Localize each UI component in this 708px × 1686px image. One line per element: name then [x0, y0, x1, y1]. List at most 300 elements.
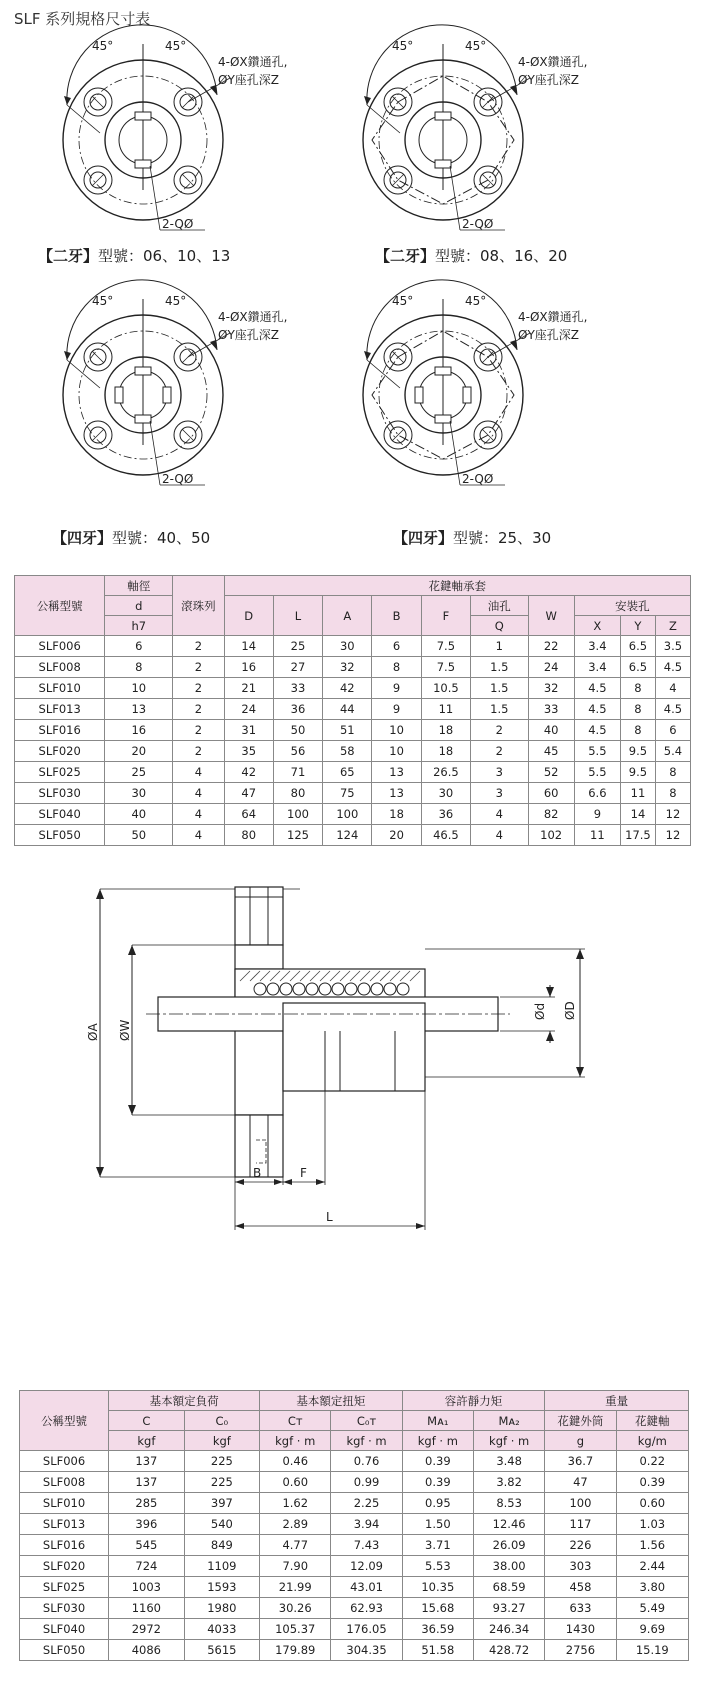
dim-B: B	[253, 1166, 262, 1180]
page-title: SLF 系列規格尺寸表	[14, 10, 151, 28]
cross-section-drawing	[80, 885, 640, 1249]
value-cell: 540	[184, 1514, 259, 1535]
value-cell: 38.00	[473, 1556, 544, 1577]
value-cell: 65	[323, 762, 372, 783]
value-cell: 31	[224, 720, 273, 741]
angle-label: 45°	[165, 294, 187, 308]
value-cell: 124	[323, 825, 372, 846]
value-cell: 117	[545, 1514, 616, 1535]
value-cell: 0.39	[616, 1472, 688, 1493]
value-cell: 1980	[184, 1598, 259, 1619]
value-cell: 1003	[109, 1577, 184, 1598]
value-cell: 3	[471, 783, 529, 804]
value-cell: 60	[528, 783, 574, 804]
caption-text: 型號：25、30	[453, 529, 552, 547]
value-cell: 15.19	[616, 1640, 688, 1661]
value-cell: 26.09	[473, 1535, 544, 1556]
value-cell: 8	[105, 657, 173, 678]
table-row	[20, 1514, 689, 1535]
model-cell: SLF050	[15, 825, 105, 846]
value-cell: 51	[323, 720, 372, 741]
caption-4	[393, 527, 551, 548]
value-cell: 5.5	[574, 741, 620, 762]
value-cell: 68.59	[473, 1577, 544, 1598]
header-Q: Q	[471, 616, 529, 636]
table-body	[15, 636, 691, 846]
value-cell: 2972	[109, 1619, 184, 1640]
key-note: 2-QØ	[462, 472, 494, 486]
value-cell: 10	[105, 678, 173, 699]
value-cell: 8	[620, 699, 655, 720]
value-cell: 3.4	[574, 636, 620, 657]
value-cell: 8	[655, 762, 690, 783]
value-cell: 1.03	[616, 1514, 688, 1535]
value-cell: 246.34	[473, 1619, 544, 1640]
value-cell: 27	[273, 657, 322, 678]
value-cell: 176.05	[331, 1619, 402, 1640]
model-cell: SLF010	[20, 1493, 109, 1514]
dim-W: ØW	[118, 1019, 132, 1041]
value-cell: 226	[545, 1535, 616, 1556]
value-cell: 30	[105, 783, 173, 804]
value-cell: 7.90	[260, 1556, 331, 1577]
value-cell: 428.72	[473, 1640, 544, 1661]
value-cell: 8	[620, 678, 655, 699]
header-D: D	[224, 596, 273, 636]
header-sleeve: 花鍵軸承套	[224, 576, 690, 596]
header-L: L	[273, 596, 322, 636]
value-cell: 3.82	[473, 1472, 544, 1493]
caption-1	[38, 245, 230, 266]
value-cell: 2	[471, 741, 529, 762]
value-cell: 4.5	[655, 699, 690, 720]
value-cell: 1.5	[471, 678, 529, 699]
value-cell: 30	[421, 783, 470, 804]
value-cell: 225	[184, 1451, 259, 1472]
value-cell: 1.5	[471, 699, 529, 720]
value-cell: 18	[421, 720, 470, 741]
header-torque: 基本額定扭矩	[260, 1391, 403, 1411]
value-cell: 4	[471, 804, 529, 825]
caption-text: 型號：08、16、20	[435, 247, 568, 265]
header-d: d	[105, 596, 173, 616]
value-cell: 14	[620, 804, 655, 825]
header-Y: Y	[620, 616, 655, 636]
header-shaft: 軸徑	[105, 576, 173, 596]
value-cell: 47	[224, 783, 273, 804]
value-cell: 50	[273, 720, 322, 741]
value-cell: 8	[655, 783, 690, 804]
table-row	[15, 825, 691, 846]
cross-section-svg	[80, 885, 640, 1245]
model-cell: SLF030	[20, 1598, 109, 1619]
value-cell: 100	[273, 804, 322, 825]
value-cell: 62.93	[331, 1598, 402, 1619]
value-cell: 105.37	[260, 1619, 331, 1640]
table-row	[20, 1472, 689, 1493]
value-cell: 2	[173, 636, 224, 657]
flange-svg	[40, 285, 330, 495]
value-cell: 21.99	[260, 1577, 331, 1598]
value-cell: 43.01	[331, 1577, 402, 1598]
value-cell: 3.4	[574, 657, 620, 678]
value-cell: 0.60	[616, 1493, 688, 1514]
value-cell: 24	[528, 657, 574, 678]
value-cell: 36	[421, 804, 470, 825]
value-cell: 102	[528, 825, 574, 846]
value-cell: 8.53	[473, 1493, 544, 1514]
header-load: 基本額定負荷	[109, 1391, 260, 1411]
table-row	[20, 1619, 689, 1640]
model-cell: SLF006	[15, 636, 105, 657]
angle-label: 45°	[392, 39, 414, 53]
key-note: 2-QØ	[162, 217, 194, 231]
value-cell: 47	[545, 1472, 616, 1493]
value-cell: 50	[105, 825, 173, 846]
table-row	[15, 741, 691, 762]
model-cell: SLF010	[15, 678, 105, 699]
value-cell: 56	[273, 741, 322, 762]
value-cell: 1593	[184, 1577, 259, 1598]
value-cell: 545	[109, 1535, 184, 1556]
table-row	[15, 783, 691, 804]
value-cell: 93.27	[473, 1598, 544, 1619]
value-cell: 4.5	[655, 657, 690, 678]
value-cell: 2.44	[616, 1556, 688, 1577]
value-cell: 4	[471, 825, 529, 846]
value-cell: 24	[224, 699, 273, 720]
value-cell: 12.09	[331, 1556, 402, 1577]
value-cell: 15.68	[402, 1598, 473, 1619]
value-cell: 9.69	[616, 1619, 688, 1640]
value-cell: 4.5	[574, 678, 620, 699]
table-row	[15, 678, 691, 699]
value-cell: 633	[545, 1598, 616, 1619]
value-cell: 75	[323, 783, 372, 804]
table-row	[20, 1451, 689, 1472]
caption-3	[52, 527, 210, 548]
header-Z: Z	[655, 616, 690, 636]
value-cell: 14	[224, 636, 273, 657]
table-row	[20, 1556, 689, 1577]
flange-drawing-2	[340, 30, 630, 240]
value-cell: 3.71	[402, 1535, 473, 1556]
model-cell: SLF040	[15, 804, 105, 825]
value-cell: 0.95	[402, 1493, 473, 1514]
dim-F: F	[300, 1166, 307, 1180]
model-cell: SLF030	[15, 783, 105, 804]
value-cell: 0.22	[616, 1451, 688, 1472]
value-cell: 4.77	[260, 1535, 331, 1556]
value-cell: 4	[173, 762, 224, 783]
value-cell: 12	[655, 825, 690, 846]
angle-label: 45°	[92, 39, 114, 53]
header-C: C	[109, 1411, 184, 1431]
value-cell: 5.4	[655, 741, 690, 762]
value-cell: 304.35	[331, 1640, 402, 1661]
value-cell: 36	[273, 699, 322, 720]
unit-kgfm: kgf · m	[260, 1431, 331, 1451]
header-moment: 容許靜力矩	[402, 1391, 545, 1411]
model-cell: SLF025	[15, 762, 105, 783]
value-cell: 7.5	[421, 657, 470, 678]
value-cell: 6	[372, 636, 421, 657]
value-cell: 2	[173, 678, 224, 699]
value-cell: 16	[224, 657, 273, 678]
unit-kgfm: kgf · m	[473, 1431, 544, 1451]
header-C0: C₀	[184, 1411, 259, 1431]
value-cell: 42	[323, 678, 372, 699]
dim-d: Ød	[533, 1002, 547, 1020]
header-MA2: Mᴀ₂	[473, 1411, 544, 1431]
value-cell: 1109	[184, 1556, 259, 1577]
value-cell: 9.5	[620, 741, 655, 762]
value-cell: 2756	[545, 1640, 616, 1661]
value-cell: 9	[372, 699, 421, 720]
value-cell: 18	[421, 741, 470, 762]
flange-drawing-1	[40, 30, 330, 240]
value-cell: 35	[224, 741, 273, 762]
value-cell: 396	[109, 1514, 184, 1535]
value-cell: 4.5	[574, 720, 620, 741]
value-cell: 125	[273, 825, 322, 846]
value-cell: 0.60	[260, 1472, 331, 1493]
value-cell: 3.94	[331, 1514, 402, 1535]
table-row	[15, 699, 691, 720]
value-cell: 18	[372, 804, 421, 825]
value-cell: 5.5	[574, 762, 620, 783]
value-cell: 4033	[184, 1619, 259, 1640]
hole-note: ØY座孔深Z	[218, 328, 279, 342]
value-cell: 20	[105, 741, 173, 762]
header-W: W	[528, 596, 574, 636]
value-cell: 32	[323, 657, 372, 678]
value-cell: 64	[224, 804, 273, 825]
angle-label: 45°	[465, 39, 487, 53]
value-cell: 4	[173, 804, 224, 825]
value-cell: 0.39	[402, 1451, 473, 1472]
model-cell: SLF040	[20, 1619, 109, 1640]
caption-prefix: 【四牙】	[393, 529, 454, 547]
value-cell: 82	[528, 804, 574, 825]
value-cell: 1.56	[616, 1535, 688, 1556]
value-cell: 17.5	[620, 825, 655, 846]
header-mount: 安裝孔	[574, 596, 690, 616]
value-cell: 21	[224, 678, 273, 699]
value-cell: 40	[528, 720, 574, 741]
flange-svg	[340, 30, 630, 240]
header-model: 公稱型號	[15, 576, 105, 636]
value-cell: 4	[655, 678, 690, 699]
value-cell: 10	[372, 720, 421, 741]
value-cell: 0.76	[331, 1451, 402, 1472]
hole-note: 4-ØX鑽通孔,	[218, 310, 288, 324]
caption-prefix: 【二牙】	[38, 247, 99, 265]
angle-label: 45°	[465, 294, 487, 308]
value-cell: 13	[105, 699, 173, 720]
value-cell: 4.5	[574, 699, 620, 720]
value-cell: 12	[655, 804, 690, 825]
spec-table-dimensions	[14, 575, 691, 846]
unit-kgf: kgf	[109, 1431, 184, 1451]
value-cell: 80	[224, 825, 273, 846]
header-MA1: Mᴀ₁	[402, 1411, 473, 1431]
value-cell: 6	[105, 636, 173, 657]
angle-label: 45°	[92, 294, 114, 308]
value-cell: 3	[471, 762, 529, 783]
unit-kgf: kgf	[184, 1431, 259, 1451]
value-cell: 10.35	[402, 1577, 473, 1598]
value-cell: 30.26	[260, 1598, 331, 1619]
value-cell: 285	[109, 1493, 184, 1514]
dim-D: ØD	[563, 1001, 577, 1020]
header-F: F	[421, 596, 470, 636]
unit-g: g	[545, 1431, 616, 1451]
value-cell: 2	[471, 720, 529, 741]
spec-table-load	[19, 1390, 689, 1661]
flange-svg	[40, 30, 330, 240]
value-cell: 0.99	[331, 1472, 402, 1493]
header-X: X	[574, 616, 620, 636]
value-cell: 9	[574, 804, 620, 825]
caption-2	[375, 245, 567, 266]
value-cell: 3.5	[655, 636, 690, 657]
value-cell: 16	[105, 720, 173, 741]
value-cell: 45	[528, 741, 574, 762]
value-cell: 13	[372, 783, 421, 804]
value-cell: 46.5	[421, 825, 470, 846]
model-cell: SLF006	[20, 1451, 109, 1472]
table-row	[15, 636, 691, 657]
caption-prefix: 【二牙】	[375, 247, 436, 265]
value-cell: 179.89	[260, 1640, 331, 1661]
hole-note: 4-ØX鑽通孔,	[218, 55, 288, 69]
value-cell: 5.53	[402, 1556, 473, 1577]
table-row	[20, 1493, 689, 1514]
key-note: 2-QØ	[462, 217, 494, 231]
value-cell: 32	[528, 678, 574, 699]
value-cell: 58	[323, 741, 372, 762]
value-cell: 2	[173, 720, 224, 741]
dim-A: ØA	[86, 1023, 100, 1041]
model-cell: SLF020	[20, 1556, 109, 1577]
flange-drawing-4	[340, 285, 630, 495]
value-cell: 8	[372, 657, 421, 678]
table-row	[15, 720, 691, 741]
value-cell: 26.5	[421, 762, 470, 783]
angle-label: 45°	[165, 39, 187, 53]
hole-note: ØY座孔深Z	[518, 73, 579, 87]
header-weight: 重量	[545, 1391, 689, 1411]
value-cell: 36.59	[402, 1619, 473, 1640]
hole-note: ØY座孔深Z	[218, 73, 279, 87]
value-cell: 40	[105, 804, 173, 825]
value-cell: 11	[574, 825, 620, 846]
value-cell: 1.50	[402, 1514, 473, 1535]
header-weight-sleeve: 花鍵外筒	[545, 1411, 616, 1431]
value-cell: 44	[323, 699, 372, 720]
table-row	[20, 1640, 689, 1661]
value-cell: 11	[421, 699, 470, 720]
table-row	[15, 804, 691, 825]
unit-kgm: kg/m	[616, 1431, 688, 1451]
unit-kgfm: kgf · m	[402, 1431, 473, 1451]
value-cell: 9.5	[620, 762, 655, 783]
value-cell: 724	[109, 1556, 184, 1577]
value-cell: 2.25	[331, 1493, 402, 1514]
caption-text: 型號：40、50	[112, 529, 211, 547]
dim-L: L	[326, 1210, 333, 1224]
value-cell: 1.62	[260, 1493, 331, 1514]
value-cell: 849	[184, 1535, 259, 1556]
table-body	[20, 1451, 689, 1661]
value-cell: 7.43	[331, 1535, 402, 1556]
value-cell: 25	[105, 762, 173, 783]
header-h7: h7	[105, 616, 173, 636]
value-cell: 303	[545, 1556, 616, 1577]
value-cell: 71	[273, 762, 322, 783]
value-cell: 4	[173, 825, 224, 846]
table-row	[15, 657, 691, 678]
value-cell: 30	[323, 636, 372, 657]
table-row	[20, 1577, 689, 1598]
value-cell: 1430	[545, 1619, 616, 1640]
value-cell: 22	[528, 636, 574, 657]
value-cell: 33	[273, 678, 322, 699]
value-cell: 137	[109, 1451, 184, 1472]
value-cell: 0.39	[402, 1472, 473, 1493]
value-cell: 9	[372, 678, 421, 699]
hole-note: ØY座孔深Z	[518, 328, 579, 342]
header-CT: Cᴛ	[260, 1411, 331, 1431]
caption-text: 型號：06、10、13	[98, 247, 231, 265]
model-cell: SLF013	[15, 699, 105, 720]
key-note: 2-QØ	[162, 472, 194, 486]
value-cell: 12.46	[473, 1514, 544, 1535]
hole-note: 4-ØX鑽通孔,	[518, 310, 588, 324]
value-cell: 8	[620, 720, 655, 741]
value-cell: 7.5	[421, 636, 470, 657]
value-cell: 5615	[184, 1640, 259, 1661]
value-cell: 2	[173, 699, 224, 720]
value-cell: 100	[323, 804, 372, 825]
value-cell: 11	[620, 783, 655, 804]
value-cell: 6.6	[574, 783, 620, 804]
value-cell: 458	[545, 1577, 616, 1598]
table-row	[20, 1598, 689, 1619]
value-cell: 10	[372, 741, 421, 762]
model-cell: SLF013	[20, 1514, 109, 1535]
value-cell: 20	[372, 825, 421, 846]
value-cell: 137	[109, 1472, 184, 1493]
angle-label: 45°	[392, 294, 414, 308]
value-cell: 1.5	[471, 657, 529, 678]
model-cell: SLF025	[20, 1577, 109, 1598]
model-cell: SLF008	[15, 657, 105, 678]
value-cell: 80	[273, 783, 322, 804]
value-cell: 2.89	[260, 1514, 331, 1535]
table-row	[15, 762, 691, 783]
value-cell: 2	[173, 657, 224, 678]
model-cell: SLF008	[20, 1472, 109, 1493]
header-B: B	[372, 596, 421, 636]
value-cell: 6.5	[620, 636, 655, 657]
header-oil: 油孔	[471, 596, 529, 616]
value-cell: 0.46	[260, 1451, 331, 1472]
model-cell: SLF016	[15, 720, 105, 741]
value-cell: 4086	[109, 1640, 184, 1661]
value-cell: 33	[528, 699, 574, 720]
